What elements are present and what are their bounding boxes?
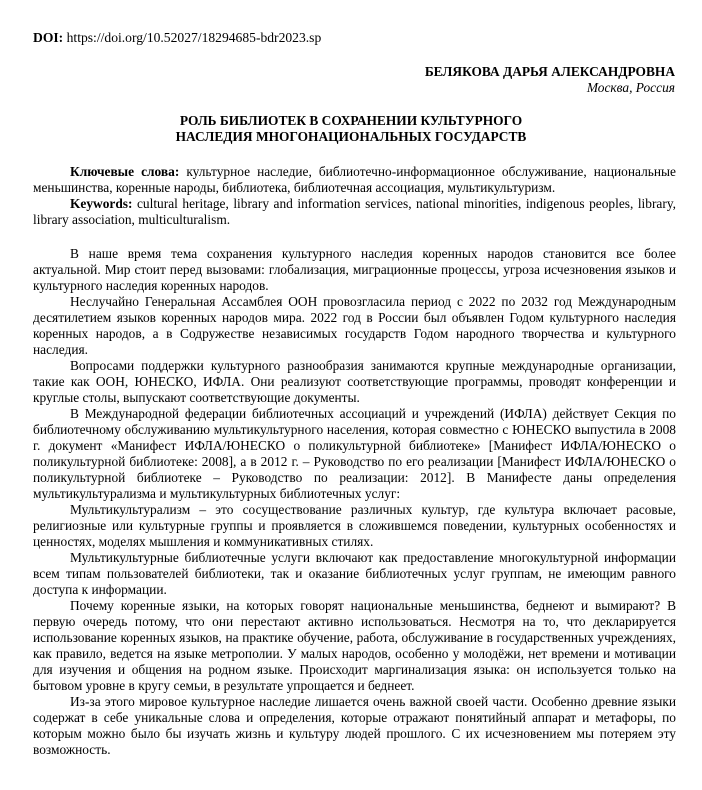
keywords-en-text: cultural heritage, library and information services, national minorities, indigenous peoples, library, library association, multiculturalism. [33,196,676,227]
doi-line [33,30,321,46]
keywords-en-label: Keywords: [70,196,133,211]
body-paragraph: Мультикультурные библиотечные услуги включают как предоставление многокультурной информации всем типам пользователей библиотеки, так и оказание библиотечных услуг группам, не имеющим равного доступа к информации. [33,550,676,597]
body-paragraph: Почему коренные языки, на которых говорят национальные меньшинства, беднеют и вымирают? В первую очередь потому, что они перестают активно использоваться. Несмотря на то, что декларируется использование коренных языков, на практике обучение, работа, обслуживание в государственных учреждениях, как правило, ведется на языке метрополии. У малых народов, особенно у молодёжи, нет времени и мотивации для изучения и общения на родном языке. Происходит маргинализация языка: он используется только на бытовом уровне в кругу семьи, в результате упрощается и беднеет. [33,598,676,693]
author-city: Москва, Россия [586,80,675,95]
body-paragraph: Неслучайно Генеральная Ассамблея ООН провозгласила период с 2022 по 2032 год Международным десятилетием языков коренных народов мира. 2022 год в России был объявлен Годом культурного наследия коренных народов, а в Содружестве независимых государств Годом народного творчества и культурного наследия. [33,294,676,357]
doi-label: DOI: [33,30,64,45]
body-paragraph: Мультикультурализм – это сосуществование различных культур, где культура включает расовые, религиозные или культурные группы и проявляется в сложившемся поведении, культурных особенностях и ценностях, моделях мышления и коммуникативных стилях. [33,502,676,549]
section-gap [33,228,676,246]
title-line-2: НАСЛЕДИЯ МНОГОНАЦИОНАЛЬНЫХ ГОСУДАРСТВ [175,129,527,144]
title-line-1: РОЛЬ БИБЛИОТЕК В СОХРАНЕНИИ КУЛЬТУРНОГО [179,113,523,128]
paper-title [0,113,702,145]
keywords-ru-label: Ключевые слова: [70,164,180,179]
keywords-ru [33,164,676,196]
keywords-en [33,196,676,228]
doi-link[interactable]: https://doi.org/10.52027/18294685-bdr2023.sp [66,30,322,45]
paper-body [33,164,676,758]
body-paragraph: В Международной федерации библиотечных ассоциаций и учреждений (ИФЛА) действует Секция по библиотечному обслуживанию мультикультурного населения, которая совместно с ЮНЕСКО выпустила в 2008 г. документ «Манифест ИФЛА/ЮНЕСКО о поликультурной библиотеке» [Манифест ИФЛА/ЮНЕСКО о поликультурной библиотеке: 2008], а в 2012 г. – Руководство по его реализации [Манифест ИФЛА/ЮНЕСКО о поликультурной библиотеке – Руководство по реализации: 2012]. В Манифесте даны определения мультикультурализма и мультикультурных библиотечных услуг: [33,406,676,501]
author-block [425,64,675,96]
keywords-ru-text: культурное наследие, библиотечно-информационное обслуживание, национальные меньшинства, коренные народы, библиотека, библиотечная ассоциация, мультикультуризм. [33,164,676,195]
author-name: БЕЛЯКОВА ДАРЬЯ АЛЕКСАНДРОВНА [424,64,675,79]
body-paragraph: Из-за этого мировое культурное наследие лишается очень важной своей части. Особенно древние языки содержат в себе уникальные слова и определения, которые отражают понятийный аппарат и метафоры, по которым можно было бы изучать жизнь и культуру людей прошлого. С их исчезновением мы потеряем эту возможность. [33,694,676,757]
body-paragraph: В наше время тема сохранения культурного наследия коренных народов становится все более актуальной. Мир стоит перед вызовами: глобализация, миграционные процессы, угроза исчезновения языков и культурного наследия коренных народов. [33,246,676,293]
body-paragraph: Вопросами поддержки культурного разнообразия занимаются крупные международные организации, такие как ООН, ЮНЕСКО, ИФЛА. Они реализуют соответствующие программы, проводят конференции и круглые столы, выпускают соответствующие документы. [33,358,676,405]
